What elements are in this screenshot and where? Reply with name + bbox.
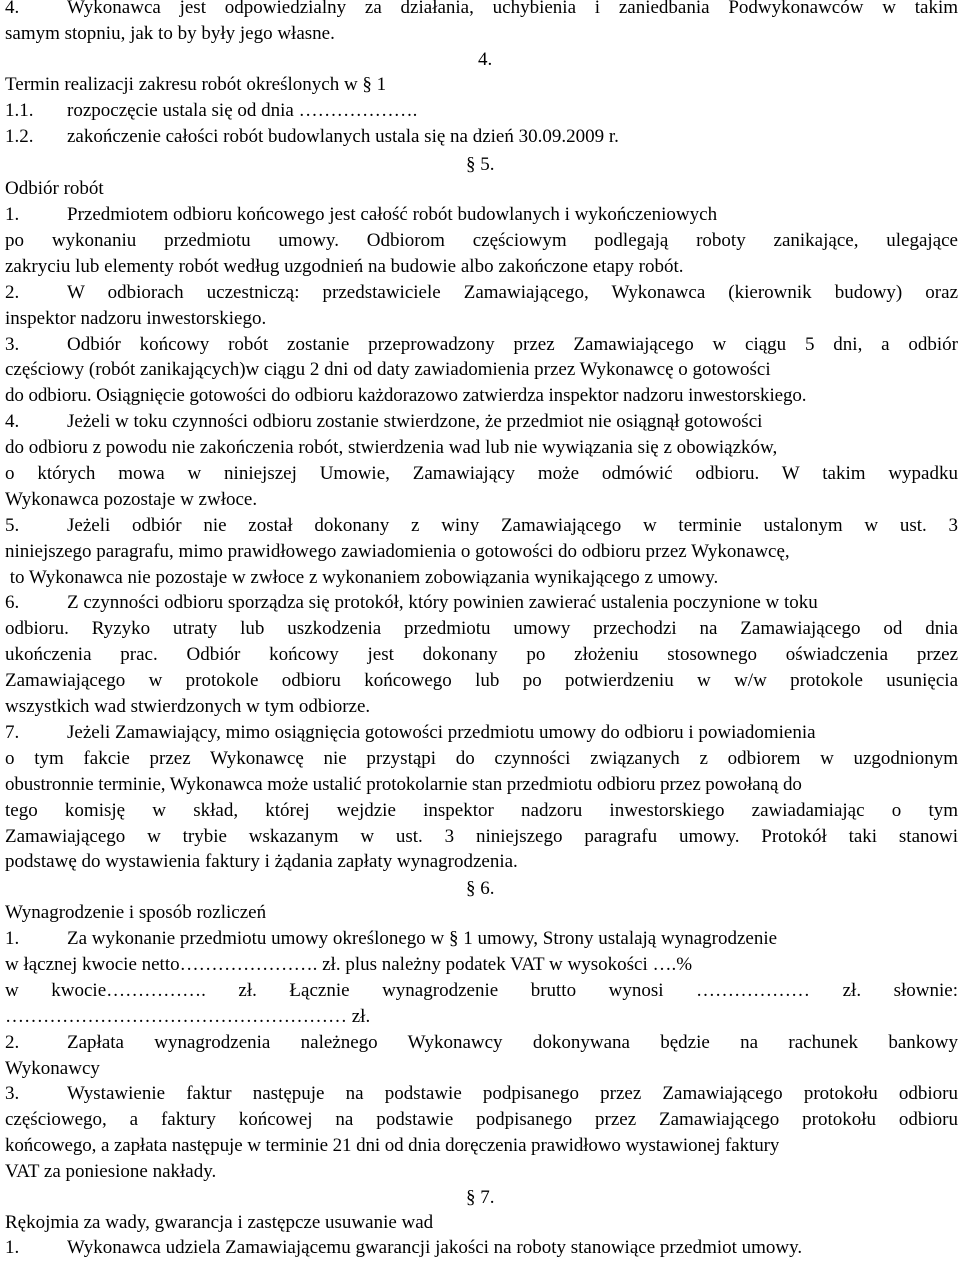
list-item: [5, 98, 417, 124]
list-item: [5, 1081, 958, 1107]
item-number: 3.: [5, 334, 20, 355]
list-item: [5, 1030, 958, 1056]
paragraph-line: Wykonawcy: [5, 1058, 100, 1079]
text-line: Przedmiotem odbioru końcowego jest całość robót budowlanych i wykończeniowych: [67, 204, 718, 225]
paragraph-line: Zamawiającego w protokole odbioru końcowego lub po potwierdzeniu w w/w protokole usunięcia: [5, 670, 958, 691]
text-line: W odbiorach uczestniczą: przedstawiciele Zamawiającego, Wykonawca (kierownik budowy) oraz: [67, 282, 958, 303]
item-number: 1.1.: [5, 100, 34, 121]
paragraph-line: częściowego, a faktury końcowej na podstawie podpisanego przez Zamawiającego protokołu odbioru: [5, 1109, 958, 1130]
text-line: Zapłata wynagrodzenia należnego Wykonawcy dokonywana będzie na rachunek bankowy: [67, 1032, 958, 1053]
item-number: 6.: [5, 592, 20, 613]
section-number: § 5.: [466, 154, 495, 175]
paragraph-line: Wykonawca pozostaje w zwłoce.: [5, 489, 258, 510]
list-item: [5, 124, 619, 150]
list-item: [5, 926, 777, 952]
paragraph-line: [5, 0, 958, 21]
list-item: [5, 590, 818, 616]
text-line: rozpoczęcie ustala się od dnia ……………….: [67, 100, 418, 121]
list-item: [5, 513, 958, 539]
paragraph-line: podstawę do wystawienia faktury i żądania zapłaty wynagrodzenia.: [5, 851, 518, 872]
section-number: § 7.: [466, 1187, 495, 1208]
item-number: 1.: [5, 928, 20, 949]
paragraph-line: to Wykonawca nie pozostaje w zwłoce z wykonaniem zobowiązania wynikającego z umowy.: [5, 567, 719, 588]
list-item: [5, 409, 762, 435]
paragraph-line: zakryciu lub elementy robót według uzgodnień na budowie albo zakończone etapy robót.: [5, 256, 684, 277]
item-number: 4.: [5, 0, 20, 18]
paragraph-line: samym stopniu, jak to by były jego własne.: [5, 23, 335, 44]
item-number: 4.: [5, 411, 20, 432]
section-title: Rękojmia za wady, gwarancja i zastępcze usuwanie wad: [5, 1212, 434, 1233]
item-number: 1.: [5, 1237, 20, 1258]
paragraph-line: w kwocie……………. zł. Łącznie wynagrodzenie brutto wynosi ……………… zł. słownie:: [5, 980, 958, 1001]
paragraph-line: Zamawiającego w trybie wskazanym w ust. 3 niniejszego paragrafu umowy. Protokół taki stanowi: [5, 826, 958, 847]
list-item: [5, 202, 717, 228]
paragraph-line: inspektor nadzoru inwestorskiego.: [5, 308, 267, 329]
section-number: 4.: [478, 49, 493, 70]
item-number: 1.2.: [5, 126, 34, 147]
paragraph-line: w łącznej kwocie netto…………………. zł. plus należny podatek VAT w wysokości ….%: [5, 954, 693, 975]
paragraph-line: odbioru. Ryzyko utraty lub uszkodzenia przedmiotu umowy przechodzi na Zamawiającego od dnia: [5, 618, 958, 639]
list-item: [5, 280, 958, 306]
paragraph-line: po wykonaniu przedmiotu umowy. Odbiorom częściowym podlegają roboty zanikające, ulegające: [5, 230, 958, 251]
item-number: 7.: [5, 722, 20, 743]
section-number: § 6.: [466, 878, 495, 899]
text-line: Z czynności odbioru sporządza się protokół, który powinien zawierać ustalenia poczynione w toku: [67, 592, 818, 613]
list-item: [5, 1235, 802, 1261]
paragraph-line: ukończenia prac. Odbiór końcowy jest dokonany po złożeniu stosownego oświadczenia przez: [5, 644, 958, 665]
text-line: Odbiór końcowy robót zostanie przeprowadzony przez Zamawiającego w ciągu 5 dni, a odbiór: [67, 334, 958, 355]
paragraph-line: ……………………………………………… zł.: [5, 1006, 371, 1027]
text-line: Jeżeli odbiór nie został dokonany z winy Zamawiającego w terminie ustalonym w ust. 3: [67, 515, 958, 536]
text-line: Jeżeli Zamawiający, mimo osiągnięcia gotowości przedmiotu umowy do odbioru i powiadomienia: [67, 722, 816, 743]
item-number: 5.: [5, 515, 20, 536]
section-title: Odbiór robót: [5, 178, 104, 199]
list-item: [5, 332, 958, 358]
paragraph-line: obustronnie terminie, Wykonawca może ustalić protokolarnie stan przedmiotu odbioru przez powołaną do: [5, 774, 802, 795]
paragraph-line: o których mowa w niniejszej Umowie, Zamawiający może odmówić odbioru. W takim wypadku: [5, 463, 958, 484]
item-number: 3.: [5, 1083, 20, 1104]
text-line: Wystawienie faktur następuje na podstawie podpisanego przez Zamawiającego protokołu odbioru: [67, 1083, 958, 1104]
text-line: Wykonawca jest odpowiedzialny za działania, uchybienia i zaniedbania Podwykonawców w takim: [67, 0, 958, 18]
paragraph-line: wszystkich wad stwierdzonych w tym odbiorze.: [5, 696, 371, 717]
item-number: 1.: [5, 204, 20, 225]
paragraph-line: tego komisję w skład, której wejdzie inspektor nadzoru inwestorskiego zawiadamiając o tym: [5, 800, 958, 821]
paragraph-line: o tym fakcie przez Wykonawcę nie przystąpi do czynności związanych z odbiorem w uzgodnionym: [5, 748, 958, 769]
paragraph-line: niniejszego paragrafu, mimo prawidłowego zawiadomienia o gotowości do odbioru przez Wykonawcę,: [5, 541, 790, 562]
paragraph-line: VAT za poniesione nakłady.: [5, 1161, 217, 1182]
list-item: [5, 720, 816, 746]
item-number: 2.: [5, 1032, 20, 1053]
text-line: Wykonawca udziela Zamawiającemu gwarancji jakości na roboty stanowiące przedmiot umowy.: [67, 1237, 803, 1258]
text-line: Za wykonanie przedmiotu umowy określonego w § 1 umowy, Strony ustalają wynagrodzenie: [67, 928, 778, 949]
text-line: zakończenie całości robót budowlanych ustala się na dzień 30.09.2009 r.: [67, 126, 619, 147]
paragraph-line: końcowego, a zapłata następuje w terminie 21 dni od dnia doręczenia prawidłowo wystawionej faktury: [5, 1135, 780, 1156]
paragraph-line: do odbioru z powodu nie zakończenia robót, stwierdzenia wad lub nie wywiązania się z obowiązków,: [5, 437, 778, 458]
text-line: Jeżeli w toku czynności odbioru zostanie stwierdzone, że przedmiot nie osiągnął gotowości: [67, 411, 763, 432]
item-number: 2.: [5, 282, 20, 303]
paragraph-line: częściowy (robót zanikających)w ciągu 2 dni od daty zawiadomienia przez Wykonawcę o gotowości: [5, 359, 771, 380]
section-title: Wynagrodzenie i sposób rozliczeń: [5, 902, 267, 923]
section-title: Termin realizacji zakresu robót określonych w § 1: [5, 74, 387, 95]
paragraph-line: do odbioru. Osiągnięcie gotowości do odbioru każdorazowo zatwierdza inspektor nadzoru inwestorskiego.: [5, 385, 807, 406]
